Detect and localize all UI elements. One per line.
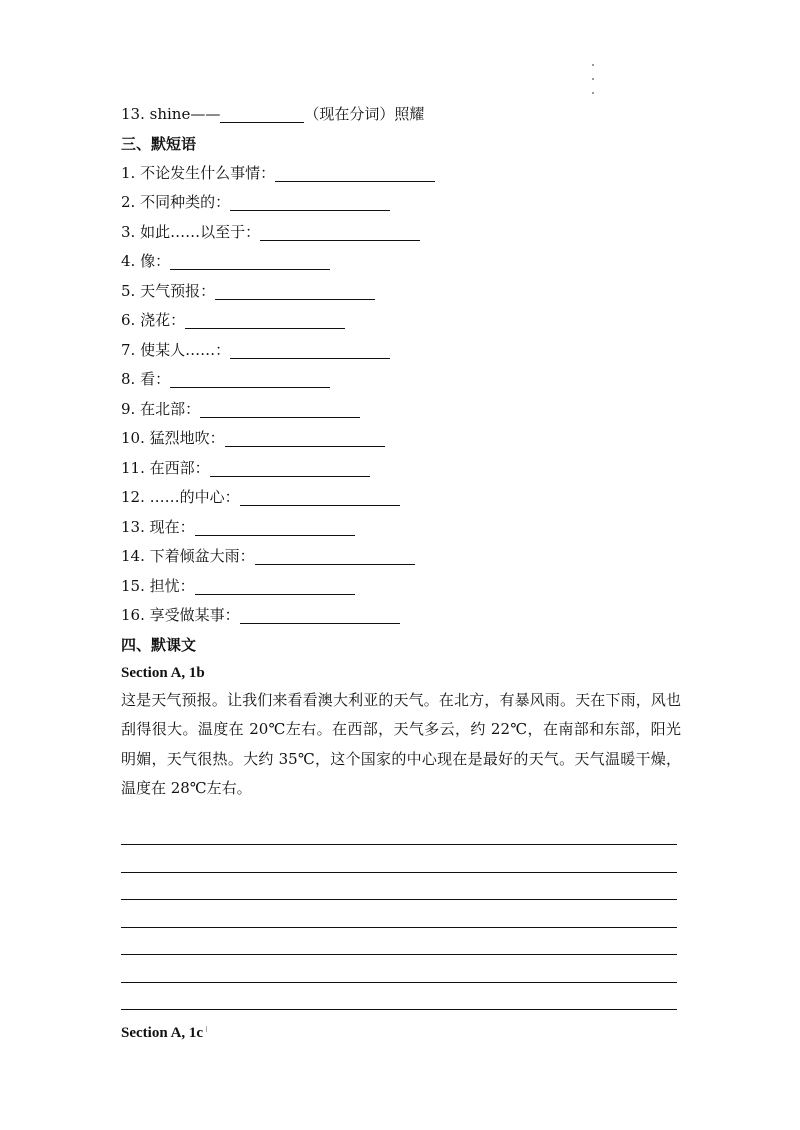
- answer-blank[interactable]: [185, 310, 345, 329]
- item-prompt: 浇花：: [140, 311, 186, 329]
- item-number: 12.: [121, 488, 145, 506]
- item-number: 8.: [121, 370, 136, 388]
- item-prompt: 天气预报：: [140, 281, 216, 300]
- item-number: 5.: [121, 281, 136, 300]
- item-prompt: 猛烈地吹：: [149, 429, 225, 447]
- dot: [592, 78, 594, 80]
- item-prompt: 不同种类的：: [140, 193, 231, 211]
- writing-line[interactable]: [121, 928, 677, 956]
- item-number: 7.: [121, 340, 136, 359]
- phrase-item: [121, 365, 681, 395]
- item-number: 13.: [121, 517, 145, 536]
- item-number: 9.: [121, 399, 136, 418]
- subsection-title-1b: Section A, 1b: [121, 664, 205, 681]
- phrase-item: [121, 454, 681, 484]
- item-prompt: 下着倾盆大雨：: [149, 547, 255, 565]
- phrase-item: [121, 395, 681, 425]
- item-number: 10.: [121, 429, 145, 447]
- phrase-item: [121, 542, 681, 572]
- writing-line[interactable]: [121, 983, 677, 1011]
- phrase-item: [121, 277, 681, 307]
- phrase-item: [121, 513, 681, 543]
- writing-lines[interactable]: [121, 818, 681, 1011]
- subsection-title-1c: Section A, 1c: [121, 1025, 204, 1041]
- answer-blank[interactable]: [195, 517, 355, 536]
- answer-blank[interactable]: [260, 222, 420, 241]
- phrase-item: [121, 483, 681, 513]
- answer-blank[interactable]: [240, 487, 400, 506]
- item-number: 2.: [121, 193, 136, 211]
- item-prompt: 不论发生什么事情：: [140, 163, 276, 182]
- phrase-item: [121, 218, 681, 248]
- dot: [592, 64, 594, 66]
- item-number: 14.: [121, 547, 145, 565]
- answer-blank[interactable]: [225, 428, 385, 447]
- phrase-item: [121, 572, 681, 602]
- phrase-list: [121, 159, 681, 631]
- answer-blank[interactable]: [170, 369, 330, 388]
- phrase-item: [121, 188, 681, 218]
- phrase-item: [121, 336, 681, 366]
- item-prompt: 像：: [140, 252, 171, 270]
- answer-blank[interactable]: [210, 458, 370, 477]
- answer-blank[interactable]: [240, 605, 400, 624]
- answer-blank[interactable]: [215, 281, 375, 300]
- worksheet-content: [121, 100, 681, 1046]
- passage-text: 这是天气预报。让我们来看看澳大利亚的天气。在北方，有暴风雨。天在下雨，风也刮得很大。温度在 20℃左右。在西部，天气多云，约 22℃，在南部和东部，阳光明媚，天气很热。大约 35℃，这个国家的中心现在是最好的天气。天气温暖干燥，温度在 28℃左右。: [121, 690, 681, 797]
- item-number: 3.: [121, 222, 136, 241]
- writing-line[interactable]: [121, 818, 677, 846]
- item-number: 15.: [121, 576, 145, 595]
- item-prompt: 如此……以至于：: [140, 222, 261, 241]
- answer-blank[interactable]: [200, 399, 360, 418]
- item-prompt: 担忧：: [149, 576, 195, 595]
- footer-mark: [206, 1026, 207, 1032]
- item-prompt: 使某人……：: [140, 340, 231, 359]
- writing-line[interactable]: [121, 900, 677, 928]
- item-prompt: 看：: [140, 370, 171, 388]
- item-prompt: 在北部：: [140, 399, 201, 418]
- answer-blank[interactable]: [275, 163, 435, 182]
- item-prompt: 现在：: [149, 517, 195, 536]
- answer-blank[interactable]: [230, 192, 390, 211]
- vocab-item-13: [121, 100, 681, 130]
- section4-title: 四、默课文: [121, 635, 197, 654]
- item-number: 11.: [121, 458, 145, 477]
- dot: [592, 92, 594, 94]
- item-prompt: 享受做某事：: [149, 606, 240, 624]
- phrase-item: [121, 306, 681, 336]
- item-word: shine——: [149, 105, 221, 123]
- answer-blank[interactable]: [170, 251, 330, 270]
- section3-title: 三、默短语: [121, 134, 197, 153]
- item-number: 16.: [121, 606, 145, 624]
- item-number: 13.: [121, 105, 145, 123]
- answer-blank[interactable]: [255, 546, 415, 565]
- answer-blank[interactable]: [230, 340, 390, 359]
- item-number: 4.: [121, 252, 136, 270]
- answer-blank[interactable]: [195, 576, 355, 595]
- item-hint: （现在分词）照耀: [304, 105, 425, 123]
- writing-line[interactable]: [121, 845, 677, 873]
- item-number: 1.: [121, 163, 136, 182]
- phrase-item: [121, 601, 681, 631]
- item-prompt: 在西部：: [149, 458, 210, 477]
- answer-blank[interactable]: [220, 104, 304, 123]
- item-prompt: ……的中心：: [149, 488, 240, 506]
- phrase-item: [121, 424, 681, 454]
- writing-line[interactable]: [121, 873, 677, 901]
- item-number: 6.: [121, 311, 136, 329]
- writing-line[interactable]: [121, 955, 677, 983]
- phrase-item: [121, 159, 681, 189]
- phrase-item: [121, 247, 681, 277]
